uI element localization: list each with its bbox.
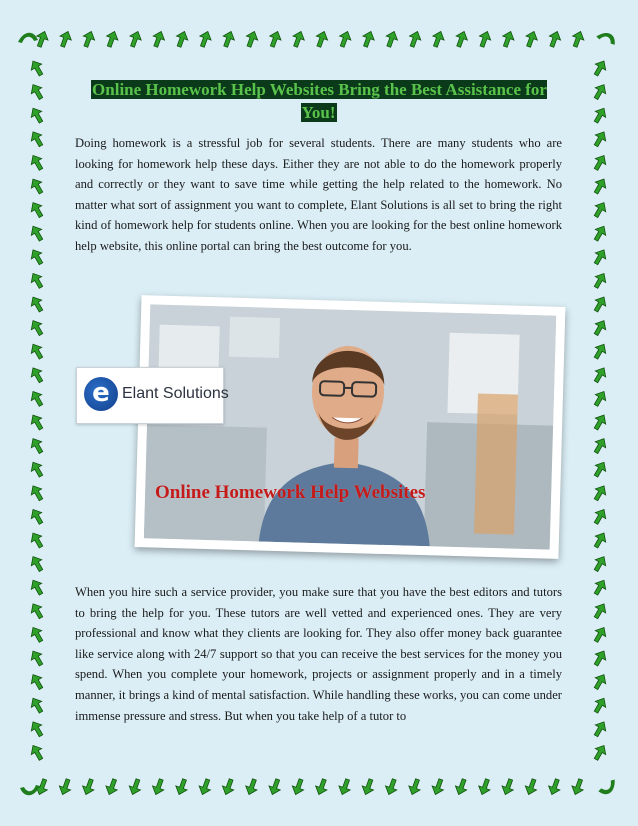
leaf-arrow-icon [28,459,46,479]
leaf-arrow-icon [290,29,307,48]
leaf-arrow-icon [80,29,97,48]
document-title [80,78,558,124]
leaf-arrow-icon [591,129,609,149]
leaf-arrow-icon [476,29,493,48]
leaf-arrow-icon [127,29,144,48]
leaf-arrow-icon [430,29,447,48]
leaf-arrow-icon [570,777,587,796]
leaf-arrow-icon [337,29,354,48]
paragraph-body: When you hire such a service provider, you make sure that you have the best editors and tutors to bring the help for you. These tutors are well vetted and experienced ones. They are very professional and know what they clients are looking for. They also offer money back guarantee like service along with 24/7 support so that you can receive the best services for the money you spend. When you complete your homework, projects or assignment properly and in a timely manner, it brings a kind of mental satisfaction. While handling these works, you can come under immense pressure and stress. But when you take help of a tutor to [75,585,562,723]
leaf-arrow-icon [173,29,190,48]
leaf-arrow-icon [313,777,330,796]
leaf-arrow-icon [267,777,284,796]
leaf-arrow-icon [591,695,609,715]
leaf-arrow-icon [591,341,609,361]
leaf-arrow-icon [28,223,46,243]
corner-swirl-icon [18,33,38,43]
leaf-arrow-icon [383,777,400,796]
leaf-arrow-icon [28,554,46,574]
leaf-arrow-icon [591,577,609,597]
leaf-arrow-icon [220,777,237,796]
leaf-arrow-icon [57,29,74,48]
leaf-arrow-icon [28,129,46,149]
leaf-arrow-icon [591,648,609,668]
leaf-arrow-icon [28,436,46,456]
leaf-arrow-icon [591,200,609,220]
leaf-arrow-icon [591,176,609,196]
leaf-arrow-icon [28,624,46,644]
hero-image-frame [135,295,566,559]
leaf-arrow-icon [453,29,470,48]
leaf-arrow-icon [28,341,46,361]
leaf-arrow-icon [430,777,447,796]
leaf-arrow-icon [591,388,609,408]
leaf-arrow-icon [383,29,400,48]
leaf-arrow-icon [591,82,609,102]
leaf-arrow-icon [591,530,609,550]
leaf-arrow-icon [591,742,609,762]
leaf-arrow-icon [591,412,609,432]
leaf-arrow-icon [104,777,121,796]
leaf-arrow-icon [28,152,46,172]
leaf-arrow-icon [591,247,609,267]
leaf-arrow-icon [591,719,609,739]
elant-solutions-logo [76,367,229,424]
leaf-arrow-icon [591,624,609,644]
leaf-arrow-icon [570,29,587,48]
leaf-arrow-icon [28,483,46,503]
leaf-arrow-icon [28,105,46,125]
leaf-arrow-icon [591,294,609,314]
leaf-arrow-icon [591,601,609,621]
leaf-arrow-icon [591,58,609,78]
leaf-arrow-icon [28,412,46,432]
leaf-arrow-icon [28,577,46,597]
leaf-arrow-icon [28,200,46,220]
leaf-arrow-icon [591,318,609,338]
leaf-arrow-icon [80,777,97,796]
leaf-arrow-icon [591,105,609,125]
leaf-arrow-icon [290,777,307,796]
leaf-arrow-icon [337,777,354,796]
paragraph-intro: Doing homework is a stressful job for several students. There are many students who are looking for homework help these days. Either they are not able to do the homework properly and correctly or they want to save time while getting the help related to the homework. No matter what sort of assignment you want to complete, Elant Solutions is all set to bring the right kind of homework help for students online. When you are looking for the best online homework help website, this online portal can bring the best outcome for you. [75,136,562,253]
leaf-arrow-icon [500,29,517,48]
leaf-arrow-icon [591,365,609,385]
hero-caption: Online Homework Help Websites [155,482,426,503]
leaf-arrow-icon [150,777,167,796]
leaf-arrow-icon [476,777,493,796]
leaf-arrow-icon [28,719,46,739]
leaf-arrow-icon [591,483,609,503]
leaf-arrow-icon [546,29,563,48]
leaf-arrow-icon [197,29,214,48]
leaf-arrow-icon [197,777,214,796]
leaf-arrow-icon [591,459,609,479]
leaf-arrow-icon [591,270,609,290]
student-photo-illustration [144,304,556,549]
logo-text: Elant Solutions [122,385,229,402]
leaf-arrow-icon [243,29,260,48]
leaf-arrow-icon [267,29,284,48]
leaf-arrow-icon [28,318,46,338]
leaf-arrow-icon [591,223,609,243]
leaf-arrow-icon [591,672,609,692]
leaf-arrow-icon [523,29,540,48]
leaf-arrow-icon [57,777,74,796]
leaf-arrow-icon [28,388,46,408]
leaf-arrow-icon [28,176,46,196]
leaf-arrow-icon [28,82,46,102]
corner-swirl-icon [596,28,618,47]
leaf-arrow-icon [406,777,423,796]
leaf-arrow-icon [313,29,330,48]
corner-swirl-icon [20,785,40,795]
leaf-arrow-icon [104,29,121,48]
leaf-arrow-icon [28,530,46,550]
leaf-arrow-icon [591,506,609,526]
leaf-arrow-icon [591,152,609,172]
leaf-arrow-icon [360,29,377,48]
leaf-arrow-icon [150,29,167,48]
leaf-arrow-icon [591,554,609,574]
leaf-arrow-icon [546,777,563,796]
logo-e-icon: e [84,377,118,411]
leaf-arrow-icon [28,742,46,762]
leaf-arrow-icon [406,29,423,48]
title-text: Online Homework Help Websites Bring the Best Assistance for You! [92,80,547,122]
leaf-arrow-icon [28,365,46,385]
leaf-arrow-icon [28,672,46,692]
leaf-arrow-icon [28,648,46,668]
leaf-arrow-icon [28,247,46,267]
leaf-arrow-icon [28,58,46,78]
leaf-arrow-icon [127,777,144,796]
hero-photo [144,304,556,549]
leaf-arrow-icon [28,294,46,314]
leaf-arrow-icon [28,506,46,526]
leaf-arrow-icon [591,436,609,456]
leaf-arrow-icon [28,695,46,715]
leaf-arrow-icon [500,777,517,796]
leaf-arrow-icon [28,270,46,290]
leaf-arrow-icon [28,601,46,621]
corner-swirl-icon [597,779,619,798]
leaf-arrow-icon [523,777,540,796]
leaf-arrow-icon [360,777,377,796]
leaf-arrow-icon [173,777,190,796]
leaf-arrow-icon [243,777,260,796]
leaf-arrow-icon [453,777,470,796]
leaf-arrow-icon [220,29,237,48]
